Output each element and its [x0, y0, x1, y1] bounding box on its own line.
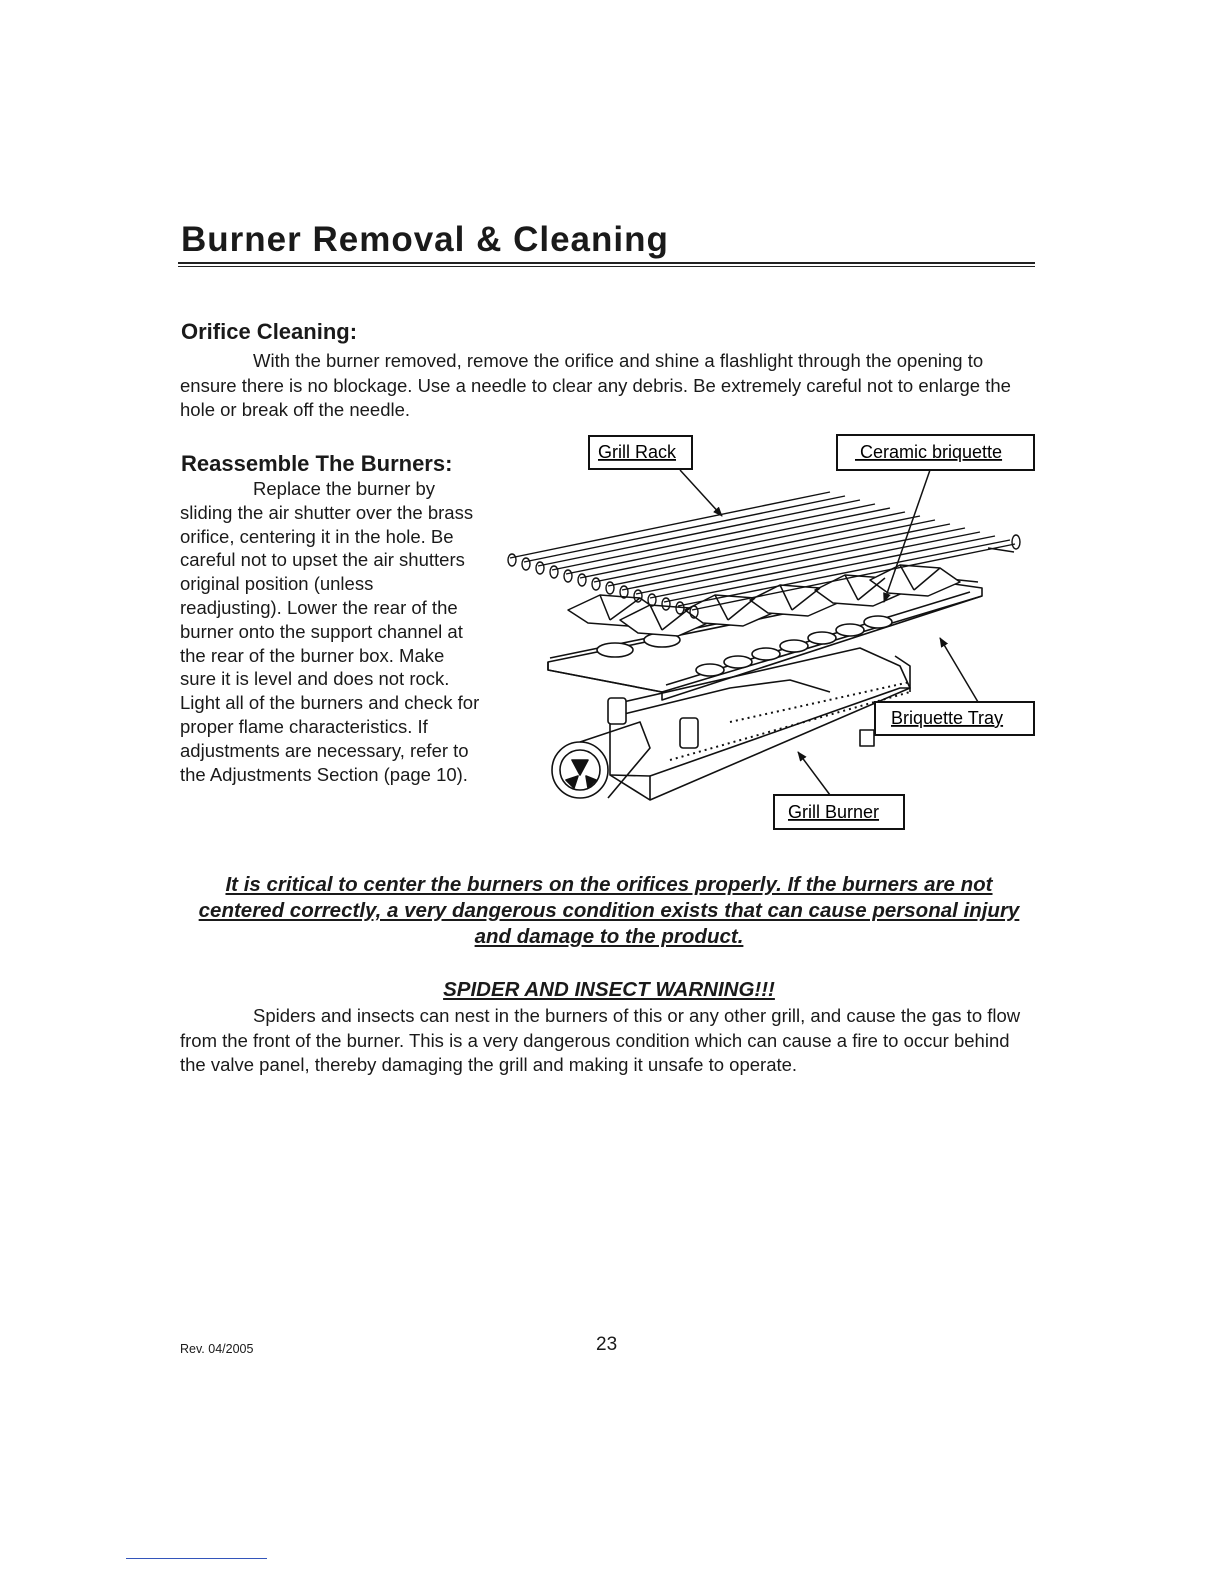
orifice-cleaning-paragraph: With the burner removed, remove the orifice and shine a flashlight through the opening to ensure there is no blockage. Use a needle to clear any debris. Be extremely careful not to enlarge the hole or break off the needle.: [180, 350, 1011, 421]
callout-grill-rack: [589, 436, 692, 469]
reassemble-burners-heading: Reassemble The Burners:: [181, 451, 453, 476]
revision-label: Rev. 04/2005: [180, 1342, 254, 1356]
label-grill-rack: Grill Rack: [598, 442, 677, 462]
burner-assembly-diagram: [500, 430, 1040, 835]
title-rule: [178, 262, 1035, 264]
label-grill-burner: Grill Burner: [788, 802, 880, 822]
callout-ceramic-briquette: [837, 435, 1034, 470]
critical-warning: It is critical to center the burners on the orifices properly. If the burners are not centered correctly, a very dangerous condition exists that can cause personal injury and damage to the product.: [198, 873, 1020, 948]
spider-warning-heading: SPIDER AND INSECT WARNING!!!: [443, 978, 775, 1001]
footer-line: [126, 1558, 267, 1559]
reassemble-burners-paragraph: Replace the burner by sliding the air shutter over the brass orifice, centering it in the hole. Be careful not to upset the air shutters original position (unless readjusting). Lower the rear of the burner onto the support channel at the rear of the burner box. Make sure it is level and does not rock. Light all of the burners and check for proper flame characteristics. If adjustments are necessary, refer to the Adjustments Section (page 10).: [180, 478, 480, 785]
page-number: 23: [596, 1334, 618, 1355]
spider-warning-paragraph: Spiders and insects can nest in the burners of this or any other grill, and cause the gas to flow from the front of the burner. This is a very dangerous condition which can cause a fire to occur behind the valve panel, thereby damaging the grill and making it unsafe to operate.: [180, 1005, 1021, 1076]
label-briquette-tray: Briquette Tray: [891, 708, 1004, 728]
callout-grill-burner: [774, 795, 904, 829]
page-title: Burner Removal & Cleaning: [181, 220, 669, 259]
label-ceramic-briquette: Ceramic briquette: [855, 442, 1003, 462]
callout-briquette-tray: [875, 702, 1034, 735]
orifice-cleaning-heading: Orifice Cleaning:: [181, 319, 358, 344]
title-rule-thin: [178, 266, 1035, 267]
